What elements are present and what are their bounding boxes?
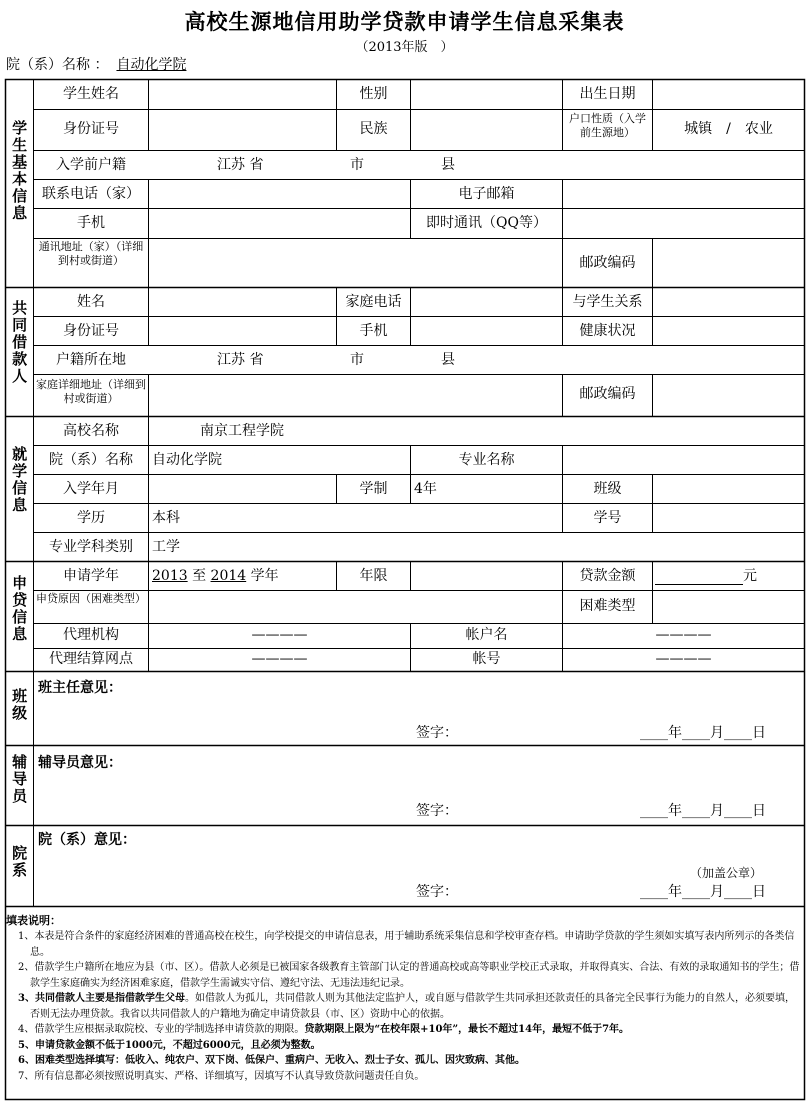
agency-value: ————: [251, 627, 308, 643]
faculty-sign-label: 签字：: [416, 884, 458, 900]
im-field[interactable]: [563, 209, 804, 238]
ethnic-field[interactable]: [411, 110, 562, 150]
loan-year-to: 2014: [210, 568, 247, 584]
form-title: 高校生源地信用助学贷款申请学生信息采集表: [184, 9, 625, 34]
instruction-4-bold: 贷款期限上限为“在校年限+10年”，最长不超过14年，最短不低于7年。: [304, 1024, 630, 1036]
cob-hukou-province: 江苏 省: [217, 352, 264, 368]
loan-year-suffix: 学年: [250, 568, 279, 584]
cob-name-field[interactable]: [149, 288, 336, 316]
mobile-field[interactable]: [149, 209, 410, 238]
home-phone-field[interactable]: [149, 180, 410, 208]
account-name-value: ————: [655, 627, 712, 643]
faculty-opinion-label: 院（系）意见：: [38, 832, 136, 848]
class-teacher-sign-label: 签字：: [416, 725, 458, 741]
loan-reason-field[interactable]: [149, 591, 562, 623]
account-name-label: 帐户名: [465, 627, 508, 643]
cob-hukou-city: 市: [350, 352, 364, 368]
postcode-field[interactable]: [653, 239, 804, 287]
account-no-value: ————: [655, 651, 712, 667]
cob-health-field[interactable]: [653, 317, 804, 345]
class-teacher-date: ____年____月____日: [640, 725, 766, 741]
instruction-6: 6、困难类型选择填写：低收入、纯农户、双下岗、低保户、重病户、无收入、烈士子女、孤儿、因灾致病、其他。: [18, 1055, 525, 1067]
im-label: 即时通讯（QQ等）: [426, 215, 547, 231]
loan-year-value[interactable]: [152, 568, 279, 585]
cob-postcode-field[interactable]: [653, 375, 804, 416]
difficulty-type-field[interactable]: [653, 591, 804, 623]
instruction-4-start: 4、借款学生应根据录取院校、专业的学制选择申请贷款的期限。: [18, 1024, 305, 1036]
duration-label: 学制: [359, 481, 388, 497]
hukou-type-options[interactable]: 城镇 / 农业: [684, 121, 773, 137]
cob-id-field[interactable]: [149, 317, 336, 345]
instruction-4: [6, 1022, 801, 1038]
section-loan-text: 申贷信息: [10, 575, 29, 643]
degree-value[interactable]: 本科: [152, 510, 180, 526]
cob-id-label: 身份证号: [63, 323, 119, 339]
school-name-label: 高校名称: [63, 423, 119, 439]
discipline-value[interactable]: 工学: [152, 539, 180, 555]
dept-line-value: 自动化学院: [116, 57, 187, 73]
student-name-field[interactable]: [149, 80, 336, 109]
pre-origin-label: 入学前户籍: [56, 157, 126, 173]
id-number-field[interactable]: [149, 110, 336, 150]
cob-health-label: 健康状况: [579, 323, 636, 339]
loan-reason-label: 申贷原因（困难类型）: [36, 592, 146, 605]
school-dept-label: 院（系）名称: [49, 452, 133, 468]
loan-year-sep: 至: [192, 568, 207, 584]
school-dept-value[interactable]: 自动化学院: [152, 452, 222, 468]
loan-term-label: 年限: [359, 568, 388, 584]
section-counselor-label: [8, 754, 30, 810]
section-school-label: [8, 446, 30, 519]
branch-value: ————: [251, 651, 308, 667]
major-field[interactable]: [563, 446, 804, 474]
cob-postcode-label: 邮政编码: [579, 386, 636, 402]
degree-label: 学历: [77, 510, 105, 526]
entry-date-field[interactable]: [149, 475, 336, 503]
loan-amount-label: 贷款金额: [579, 568, 636, 584]
instruction-5: 5、申请贷款金额不低于1000元，不超过6000元，且必须为整数。: [18, 1039, 321, 1051]
loan-amount-unit: 元: [743, 568, 757, 584]
section-counselor-text: 辅导员: [10, 754, 29, 805]
section-class-label: [8, 688, 30, 727]
instruction-3: [6, 991, 801, 1022]
loan-amount-blank: [655, 570, 743, 585]
student-name-label: 学生姓名: [63, 86, 119, 102]
loan-term-field[interactable]: [411, 562, 562, 590]
cob-address-field[interactable]: [149, 375, 562, 416]
section-loan-label: [8, 575, 30, 648]
birth-date-field[interactable]: [653, 80, 804, 109]
ethnic-label: 民族: [359, 121, 388, 137]
cob-hukou-county: 县: [441, 352, 455, 368]
address-label: 通讯地址（家）（详细到村或街道）: [38, 240, 144, 267]
loan-year-label: 申请学年: [63, 568, 119, 584]
major-label: 专业名称: [458, 452, 515, 468]
section-school-text: 就学信息: [10, 446, 29, 514]
postcode-label: 邮政编码: [579, 255, 636, 271]
class-label: 班级: [593, 481, 622, 497]
cob-mobile-label: 手机: [359, 323, 388, 339]
birth-date-label: 出生日期: [579, 86, 636, 102]
discipline-label: 专业学科类别: [49, 539, 133, 555]
section-student-label: [8, 120, 30, 227]
cob-home-phone-label: 家庭电话: [345, 294, 402, 310]
pre-origin-county: 县: [441, 157, 455, 173]
cob-relation-label: 与学生关系: [572, 294, 643, 310]
section-coborrower-label: [8, 300, 30, 390]
loan-year-from: 2013: [152, 568, 188, 584]
section-coborrower-text: 共同借款人: [10, 300, 29, 385]
cob-name-label: 姓名: [77, 294, 105, 310]
agency-label: 代理机构: [63, 627, 119, 643]
instruction-1: 1、本表是符合条件的家庭经济困难的普通高校在校生，向学校提交的申请信息表，用于辅助系统采集信息和学校审查存档。申请助学贷款的学生须如实填写表内所列示的各类信息。: [18, 931, 795, 958]
id-number-label: 身份证号: [63, 121, 119, 137]
pre-origin-province: 江苏 省: [217, 157, 264, 173]
difficulty-type-label: 困难类型: [579, 598, 636, 614]
instruction-3-rest: 。如借款人为孤儿，共同借款人则为其他法定监护人，或自愿与借款学生共同承担还款责任的具备完全民事行为能力的自然人，必须要填，否则无法办理贷款。我省以共同借款人的户籍地为确定申请贷款县（市、区）资助中心的依据。: [30, 993, 795, 1020]
faculty-seal-note: （加盖公章）: [690, 866, 763, 880]
email-label: 电子邮箱: [458, 186, 515, 202]
instructions-heading: 填表说明：: [6, 914, 61, 927]
counselor-opinion-label: 辅导员意见：: [38, 755, 122, 771]
duration-value[interactable]: 4年: [414, 481, 437, 497]
account-no-label: 帐号: [472, 651, 501, 667]
cob-relation-field[interactable]: [653, 288, 804, 316]
cob-home-phone-field[interactable]: [411, 288, 562, 316]
school-name-value[interactable]: 南京工程学院: [200, 423, 284, 439]
student-no-label: 学号: [593, 510, 622, 526]
section-class-text: 班级: [10, 688, 29, 722]
section-student-text: 学生基本信息: [10, 120, 29, 222]
gender-label: 性别: [359, 86, 388, 102]
class-teacher-opinion-label: 班主任意见：: [38, 680, 122, 696]
cob-mobile-field[interactable]: [411, 317, 562, 345]
form-version: （2013年版 ）: [355, 40, 454, 55]
section-faculty-text: 院系: [10, 845, 29, 879]
counselor-sign-label: 签字：: [416, 803, 458, 819]
cob-hukou-label: 户籍所在地: [56, 352, 126, 368]
faculty-date: ____年____月____日: [640, 884, 766, 900]
counselor-date: ____年____月____日: [640, 803, 766, 819]
entry-date-label: 入学年月: [63, 481, 119, 497]
loan-amount-field[interactable]: [655, 568, 757, 585]
mobile-label: 手机: [77, 215, 105, 231]
instruction-2: 2、借款学生户籍所在地应为县（市、区）。借款人必须是已被国家各级教育主管部门认定的普通高校或高等职业学校正式录取，并取得真实、合法、有效的录取通知书的学生；借款学生家庭确实为经济困难家庭，借款学生需诚实守信、遵纪守法、无违法违纪记录。: [18, 962, 800, 989]
email-field[interactable]: [563, 180, 804, 208]
instructions: [6, 912, 801, 1084]
class-field[interactable]: [653, 475, 804, 503]
address-field[interactable]: [149, 239, 562, 287]
student-no-field[interactable]: [653, 504, 804, 532]
instruction-7: 7、所有信息都必须按照说明真实、严格、详细填写，因填写不认真导致贷款问题责任自负。: [18, 1070, 425, 1082]
branch-label: 代理结算网点: [49, 651, 133, 667]
hukou-type-label: 户口性质（入学前生源地）: [569, 112, 646, 139]
instruction-3-bold: 3、共同借款人主要是指借款学生父母: [18, 993, 185, 1005]
cob-address-label: 家庭详细地址（详细到村或街道）: [36, 378, 146, 405]
pre-origin-city: 市: [350, 157, 364, 173]
dept-line-label: 院（系）名称 ：: [6, 57, 109, 73]
gender-field[interactable]: [411, 80, 562, 109]
home-phone-label: 联系电话（家）: [42, 186, 140, 202]
section-faculty-label: [8, 845, 30, 884]
